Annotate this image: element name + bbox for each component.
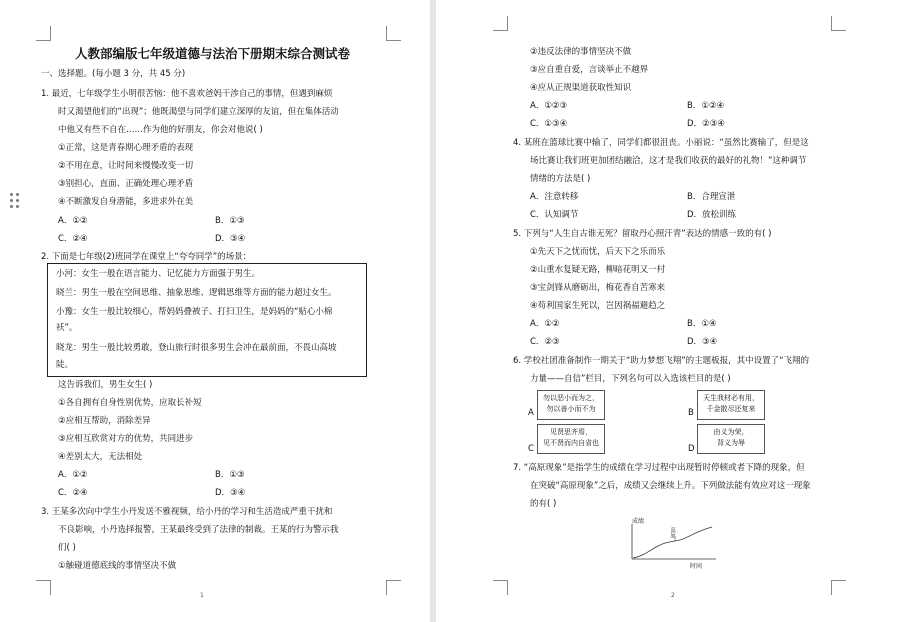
question-5-option-c[interactable]: C．②③ (530, 337, 560, 347)
question-5-item: ②山重水复疑无路，柳暗花明又一村 (530, 265, 666, 275)
question-1-option-a[interactable]: A．①② (58, 216, 88, 226)
question-2-option-a[interactable]: A．①② (58, 470, 88, 480)
question-2-item: ②应相互帮助，消除差异 (58, 416, 151, 426)
page-number: 1 (200, 592, 204, 599)
quote-line: 千金散尽还复来 (706, 405, 756, 413)
question-3-item: ②违反法律的事情坚决不做 (530, 47, 632, 57)
scenario-line: 陡。 (56, 360, 74, 370)
question-1-option-c[interactable]: C．②④ (58, 234, 88, 244)
question-4-line: 情绪的方法是( ) (530, 174, 591, 184)
document-page-2 (436, 0, 915, 622)
question-1-line: 1. 最近，七年级学生小明很苦恼：他不喜欢爸妈干涉自己的事情，但遇到麻烦 (41, 89, 333, 99)
plateau-chart (624, 514, 724, 572)
question-4-option-a[interactable]: A．注意转移 (530, 192, 579, 202)
question-6-line: 力量——自信”栏目，下列名句可以入选该栏目的是( ) (530, 374, 731, 384)
section-heading: 一、选择题。(每小题 3 分，共 45 分) (41, 69, 186, 79)
document-page-1 (0, 0, 430, 622)
question-1-item: ①正常，这是青春期心理矛盾的表现 (58, 143, 194, 153)
question-6-option-b[interactable]: B (688, 408, 694, 418)
margin-corner-top-right (831, 16, 846, 31)
page-title: 人教部编版七年级道德与法治下册期末综合测试卷 (75, 46, 351, 61)
question-1-line: 中他又有些不自在……作为他的好朋友，你会对他说( ) (58, 125, 263, 135)
quote-line: 勿以善小而不为 (546, 405, 596, 413)
page-number: 2 (671, 592, 675, 599)
question-5-option-d[interactable]: D．③④ (687, 337, 718, 347)
question-4-line: 4. 某班在篮球比赛中输了，同学们都很沮丧。小丽说：“虽然比赛输了，但是这 (513, 138, 809, 148)
question-3-item: ①触碰道德底线的事情坚决不做 (58, 561, 177, 571)
quote-line: 勿以恶小而为之， (543, 394, 599, 402)
question-5-line: 5. 下列与“人生自古谁无死？留取丹心照汗青”表达的情感一致的有( ) (513, 229, 772, 239)
question-3-line: 不良影响，小丹选择报警，王某最终受到了法律的制裁。王某的行为警示我 (58, 525, 339, 535)
question-6-line: 6. 学校社团准备制作一期关于“助力梦想飞翔”的主题板报，其中设置了“飞翔的 (513, 356, 810, 366)
question-6-option-c[interactable]: C (528, 444, 534, 454)
question-2-option-d[interactable]: D．③④ (215, 488, 246, 498)
margin-corner-top-left (36, 26, 51, 41)
chart-ylabel: 成绩 (632, 518, 645, 525)
question-7-line: 的有( ) (530, 499, 557, 509)
margin-corner-bottom-left (493, 580, 508, 595)
question-2-line: 2. 下面是七年级(2)班同学在课堂上“夸夸同学”的场景： (41, 252, 252, 262)
question-5-option-a[interactable]: A．①② (530, 319, 560, 329)
margin-corner-top-left (493, 16, 508, 31)
scenario-line: 小河：女生一般在语言能力、记忆能力方面强于男生。 (56, 269, 261, 279)
question-7-line: 7. “高原现象”是指学生的成绩在学习过程中出现暂时停顿或者下降的现象，但 (513, 463, 805, 473)
drag-handle-icon[interactable] (10, 193, 20, 209)
quote-card-b[interactable] (697, 390, 765, 420)
question-2-scenario-box (47, 263, 367, 377)
question-3-option-d[interactable]: D．②③④ (687, 119, 725, 129)
question-6-option-d[interactable]: D (688, 444, 695, 454)
question-3-option-b[interactable]: B．①②④ (687, 101, 725, 111)
question-6-option-a[interactable]: A (528, 408, 534, 418)
question-5-item: ④苟利国家生死以，岂因祸福避趋之 (530, 301, 666, 311)
question-3-option-a[interactable]: A．①②③ (530, 101, 568, 111)
question-2-item: ④差别太大，无法相处 (58, 452, 143, 462)
question-2-item: ③应相互欣赏对方的优势，共同进步 (58, 434, 194, 444)
question-3-item: ④应从正规渠道获取性知识 (530, 83, 632, 93)
question-3-item: ③应自重自爱，言谈举止不越界 (530, 65, 649, 75)
question-1-option-b[interactable]: B．①③ (215, 216, 245, 226)
question-1-line: 时又渴望他们的“出现”；他既渴望与同学们建立深厚的友谊，但在集体活动 (58, 107, 339, 117)
question-3-line: 们( ) (58, 543, 76, 553)
question-4-line: 场比赛让我们班更加团结融洽，这才是我们收获的最好的礼物！”这种调节 (530, 156, 807, 166)
margin-corner-bottom-right (831, 580, 846, 595)
question-2-option-c[interactable]: C．②④ (58, 488, 88, 498)
scenario-line: 小豫：女生一般比较细心，帮妈妈叠被子、打扫卫生，是妈妈的“贴心小棉 (56, 307, 333, 317)
question-7-line: 在突破“高原现象”之后，成绩又会继续上升。下列做法能有效应对这一现象 (530, 481, 811, 491)
scenario-line: 晓龙：男生一般比较勇敢，登山旅行时很多男生会冲在最前面，不畏山高坡 (56, 343, 337, 353)
question-1-option-d[interactable]: D．③④ (215, 234, 246, 244)
question-3-option-c[interactable]: C．①③④ (530, 119, 568, 129)
chart-xlabel: 时间 (690, 563, 703, 570)
quote-line: 见贤思齐焉， (550, 428, 592, 436)
margin-corner-bottom-left (36, 580, 51, 595)
question-1-item: ④不断激发自身潜能，多进求外在美 (58, 197, 194, 207)
scenario-line: 晓兰：男生一般在空间思维、抽象思维、逻辑思维等方面的能力超过女生。 (56, 288, 337, 298)
question-1-item: ②不用在意，让时间来慢慢改变一切 (58, 161, 194, 171)
question-2-item: ①各自拥有自身性别优势，应取长补短 (58, 398, 202, 408)
quote-card-a[interactable] (537, 390, 605, 420)
question-5-item: ①先天下之忧而忧，后天下之乐而乐 (530, 247, 666, 257)
margin-corner-bottom-right (386, 580, 401, 595)
chart-annotation: 高原 (669, 527, 675, 538)
margin-corner-top-right (386, 26, 401, 41)
quote-line: 天生我材必有用， (703, 394, 759, 402)
question-4-option-c[interactable]: C．认知调节 (530, 210, 579, 220)
question-4-option-b[interactable]: B．合理宣泄 (687, 192, 736, 202)
quote-line: 由义为荣， (713, 428, 749, 436)
question-3-line: 3. 王某多次向中学生小丹发送不雅视频，给小丹的学习和生活造成严重干扰和 (41, 507, 333, 517)
question-2-option-b[interactable]: B．①③ (215, 470, 245, 480)
scenario-line: 袄”。 (56, 323, 78, 333)
question-5-item: ③宝剑锋从磨砺出，梅花香自苦寒来 (530, 283, 666, 293)
quote-line: 见不贤而内自省也 (543, 439, 599, 447)
question-4-option-d[interactable]: D．放松训练 (687, 210, 737, 220)
quote-card-c[interactable] (537, 424, 605, 454)
quote-line: 背义为辱 (717, 439, 745, 447)
question-5-option-b[interactable]: B．①④ (687, 319, 717, 329)
quote-card-d[interactable] (697, 424, 765, 454)
question-1-item: ③别担心，直面、正确处理心理矛盾 (58, 179, 194, 189)
question-2-line: 这告诉我们，男生女生( ) (58, 380, 153, 390)
